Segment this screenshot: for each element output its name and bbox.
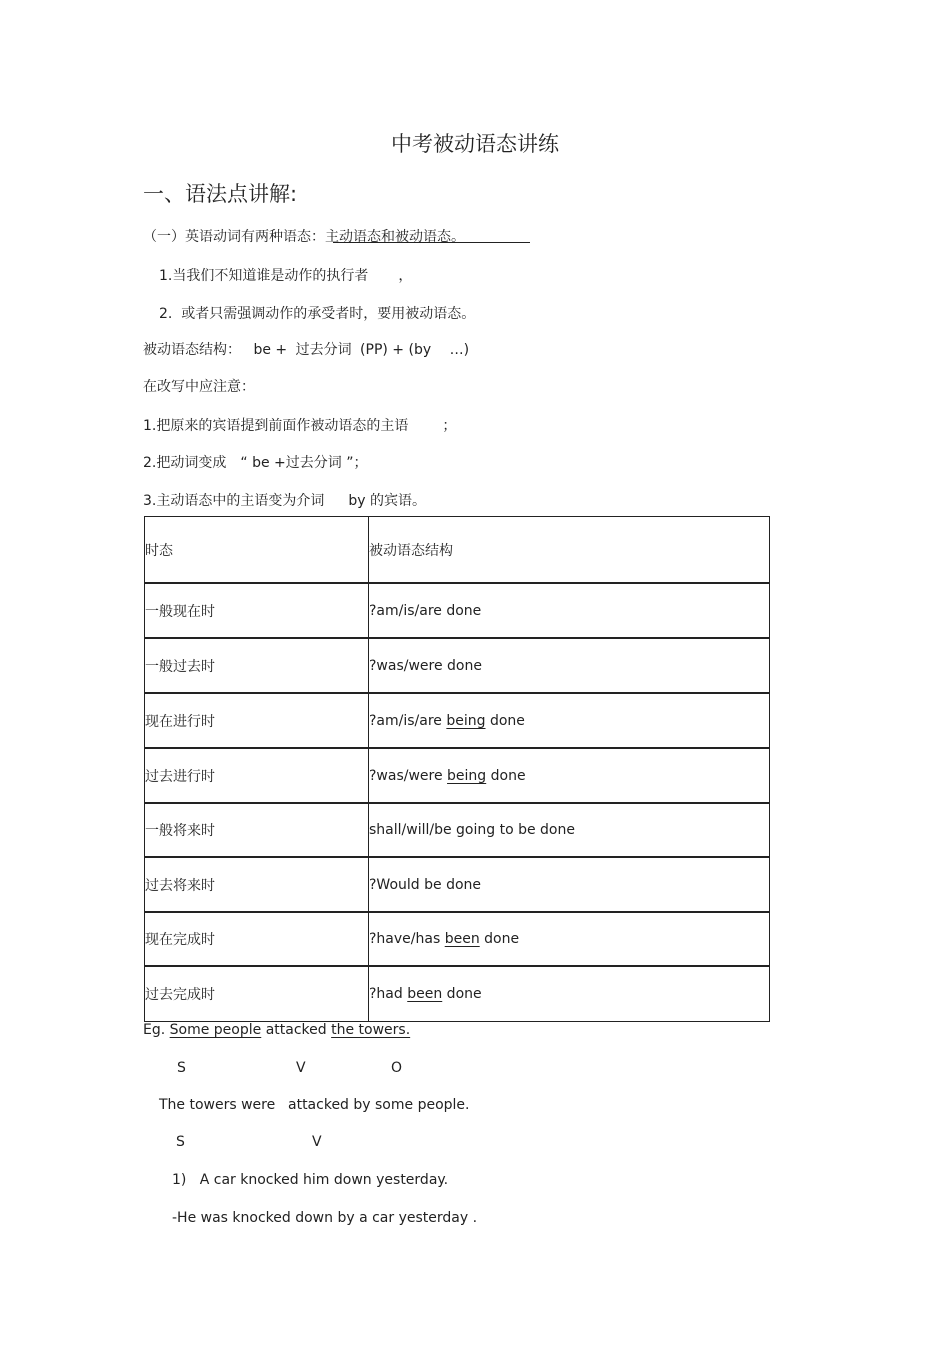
structure-text: ?am/is/are done	[369, 602, 482, 619]
structure-cell	[369, 583, 770, 638]
structure-cell	[369, 912, 770, 966]
label-v: V	[296, 1060, 306, 1076]
table-row	[145, 583, 770, 638]
tense-cell: 一般现在时	[145, 583, 369, 638]
structure-text: ?was/were	[369, 767, 448, 784]
passive-sentence-a: The towers were	[159, 1097, 276, 1113]
structure-be: be +	[253, 342, 288, 358]
structure-cell	[369, 693, 770, 748]
structure-underlined: been	[444, 931, 480, 947]
intro-voices: 主动语态和被动语态。	[325, 229, 465, 245]
structure-text: ?Would be done	[369, 876, 482, 893]
structure-text-end: done	[442, 986, 482, 1002]
table-row	[145, 693, 770, 748]
tense-cell: 过去进行时	[145, 748, 369, 803]
structure-label: 被动语态结构：	[143, 342, 241, 358]
structure-cell	[369, 966, 770, 1022]
tense-cell: 现在完成时	[145, 912, 369, 966]
header-structure: 被动语态结构	[369, 517, 770, 584]
example-object: the towers.	[331, 1022, 411, 1038]
table-row	[145, 803, 770, 857]
table-row	[145, 912, 770, 966]
structure-text: ?have/has	[369, 931, 445, 947]
example-verb: attacked	[265, 1022, 327, 1038]
intro-line	[143, 226, 465, 246]
structure-underlined: being	[447, 767, 487, 784]
structure-cell	[369, 857, 770, 912]
structure-text: shall/will/be going to be done	[369, 822, 575, 838]
example-subject: Some people	[169, 1022, 262, 1038]
item-number: 1.	[159, 268, 173, 284]
structure-cell	[369, 748, 770, 803]
table-row	[145, 748, 770, 803]
label-o: O	[391, 1060, 403, 1076]
tense-cell: 现在进行时	[145, 693, 369, 748]
structure-cell	[369, 803, 770, 857]
passive-sentence-b: attacked by some people.	[288, 1097, 470, 1113]
structure-line	[143, 339, 469, 359]
structure-text-end: done	[486, 767, 526, 784]
label-s: S	[177, 1060, 186, 1076]
intro-prefix: （一）英语动词有两种语态：	[143, 229, 325, 245]
exercise-1	[172, 1172, 448, 1188]
exercise-number: 1)	[172, 1172, 187, 1188]
intro-item-1	[159, 265, 412, 285]
note-by: by	[348, 493, 366, 509]
tense-cell: 过去将来时	[145, 857, 369, 912]
item-number: 2.	[159, 306, 173, 322]
structure-underlined: been	[407, 986, 443, 1002]
note-quote: “ be +过去分词 ”；	[240, 455, 368, 471]
note-2	[143, 452, 367, 472]
structure-text: ?am/is/are	[369, 712, 447, 729]
intro-item-2	[159, 303, 475, 323]
item-punct: ，	[398, 268, 413, 284]
note-text: 1.把原来的宾语提到前面作被动语态的主语	[143, 418, 409, 434]
table-row	[145, 857, 770, 912]
notes-heading: 在改写中应注意：	[143, 379, 255, 395]
note-punct: ；	[442, 418, 457, 434]
note-text-end: 的宾语。	[369, 493, 426, 509]
structure-ellipsis: …)	[449, 342, 470, 358]
structure-text: ?had	[369, 986, 408, 1002]
structure-text: ?was/were done	[369, 657, 482, 674]
note-text: 3.主动语态中的主语变为介词	[143, 493, 325, 509]
item-text: 当我们不知道谁是动作的执行者	[172, 268, 369, 284]
label-s2: S	[176, 1134, 185, 1150]
note-1	[143, 415, 456, 435]
tense-table	[144, 516, 770, 1022]
table-row	[145, 966, 770, 1022]
tense-cell: 一般将来时	[145, 803, 369, 857]
structure-text-end: done	[479, 931, 520, 947]
label-v2: V	[312, 1134, 322, 1150]
structure-pp-abbr: (PP) + (by	[360, 342, 432, 358]
intro-underline	[333, 242, 530, 243]
exercise-1-answer: -He was knocked down by a car yesterday .	[172, 1210, 478, 1226]
eg-label: Eg.	[143, 1022, 166, 1038]
structure-cell	[369, 638, 770, 693]
item-text: 或者只需强调动作的承受者时，要用被动语态。	[181, 306, 476, 322]
structure-underlined: being	[446, 712, 486, 729]
note-text: 2.把动词变成	[143, 455, 227, 471]
structure-pp: 过去分词	[295, 342, 352, 358]
example-sentence	[143, 1022, 410, 1038]
table-header-row	[145, 517, 770, 584]
page-title: 中考被动语态讲练	[391, 132, 559, 156]
table-row	[145, 638, 770, 693]
header-tense: 时态	[145, 517, 369, 584]
structure-text-end: done	[485, 712, 525, 729]
tense-cell: 一般过去时	[145, 638, 369, 693]
note-3	[143, 490, 426, 510]
section-heading: 一、语法点讲解:	[143, 182, 298, 206]
tense-cell: 过去完成时	[145, 966, 369, 1022]
exercise-text: A car knocked him down yesterday.	[199, 1172, 449, 1188]
